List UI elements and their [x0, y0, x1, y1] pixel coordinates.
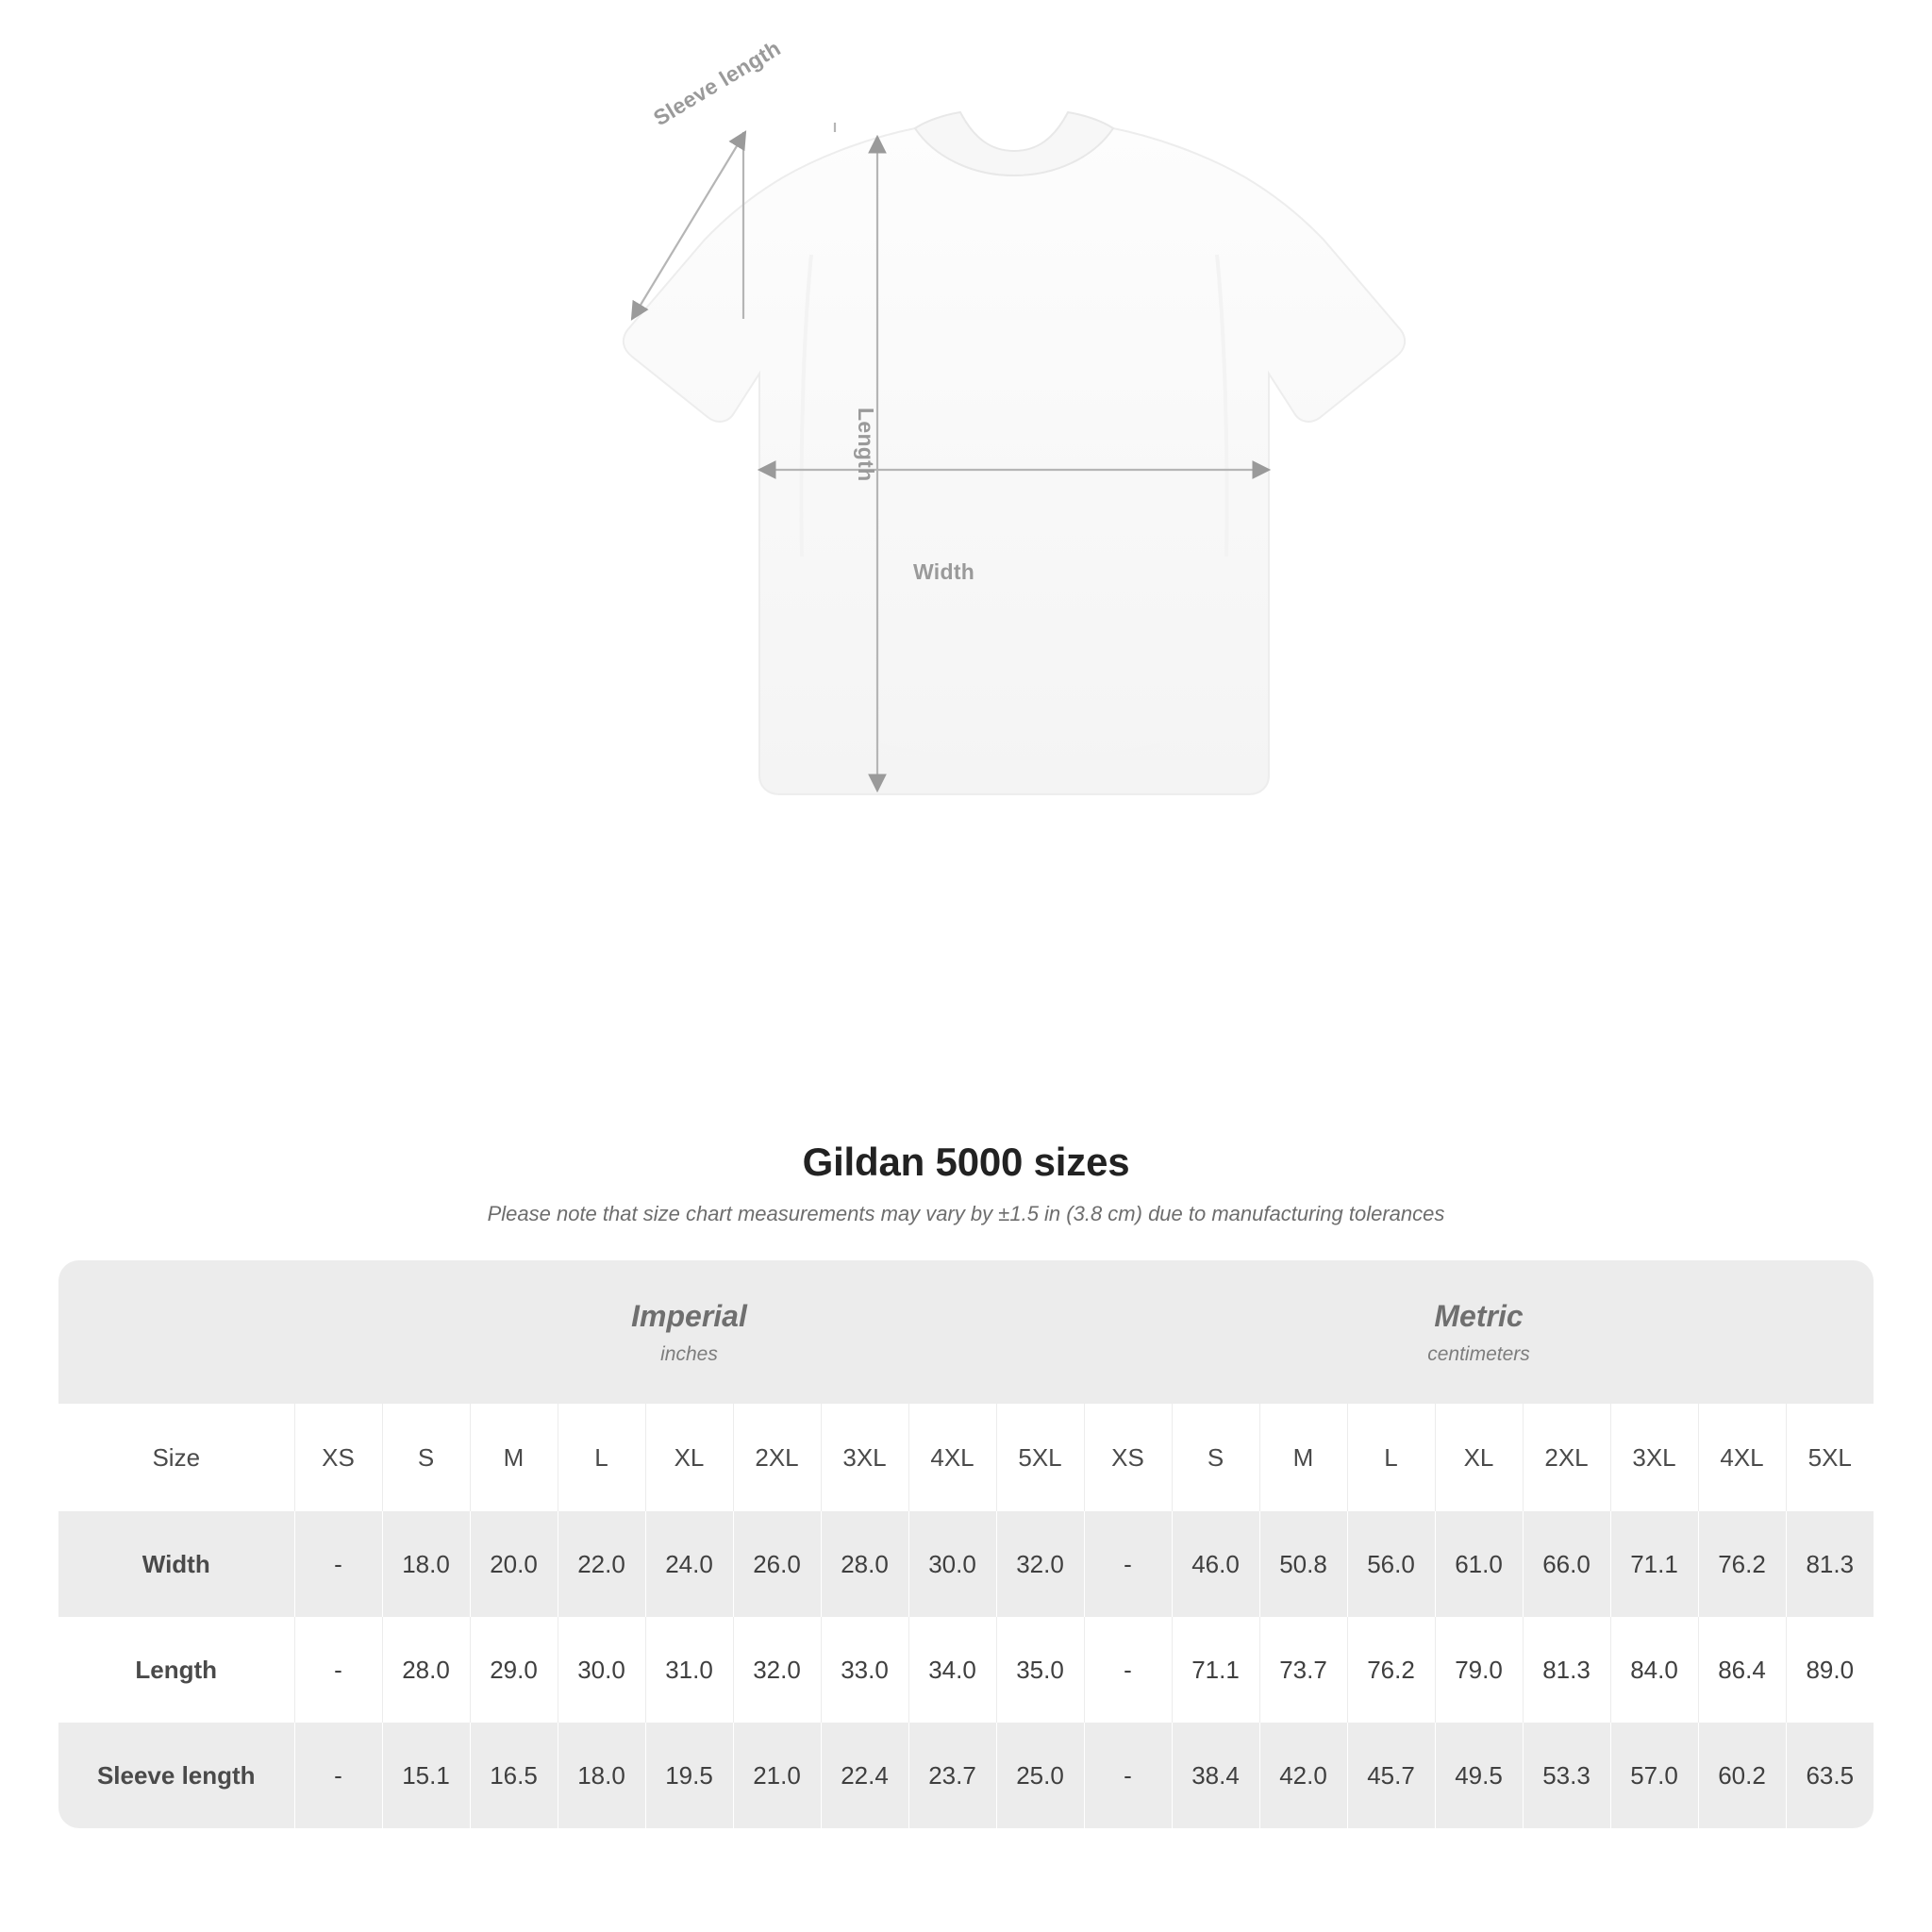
size-header-row [58, 1404, 1874, 1511]
cell-width-6: 28.0 [821, 1511, 908, 1617]
cell-sleeve-2: 16.5 [470, 1723, 558, 1828]
unit-imperial-sub: inches [660, 1342, 718, 1365]
title-block [0, 1140, 1932, 1226]
cell-length-11: 73.7 [1259, 1617, 1347, 1723]
header-size-xs-imperial: XS [294, 1404, 382, 1511]
unit-metric-name: Metric [1434, 1298, 1524, 1333]
header-size-5xl-metric: 5XL [1786, 1404, 1874, 1511]
cell-width-12: 56.0 [1347, 1511, 1435, 1617]
cell-length-12: 76.2 [1347, 1617, 1435, 1723]
cell-length-3: 30.0 [558, 1617, 645, 1723]
cell-sleeve-3: 18.0 [558, 1723, 645, 1828]
cell-sleeve-4: 19.5 [645, 1723, 733, 1828]
cell-sleeve-5: 21.0 [733, 1723, 821, 1828]
size-table-wrap [58, 1260, 1874, 1828]
cell-width-3: 22.0 [558, 1511, 645, 1617]
cell-width-16: 76.2 [1698, 1511, 1786, 1617]
header-size-l-metric: L [1347, 1404, 1435, 1511]
cell-sleeve-13: 49.5 [1435, 1723, 1523, 1828]
table-row-length [58, 1617, 1874, 1723]
header-size-l-imperial: L [558, 1404, 645, 1511]
cell-length-10: 71.1 [1172, 1617, 1259, 1723]
cell-length-0: - [294, 1617, 382, 1723]
header-size-s-imperial: S [382, 1404, 470, 1511]
cell-sleeve-9: - [1084, 1723, 1172, 1828]
sleeve-length-label: Sleeve length [649, 35, 785, 131]
cell-width-15: 71.1 [1610, 1511, 1698, 1617]
cell-length-9: - [1084, 1617, 1172, 1723]
header-size-xl-metric: XL [1435, 1404, 1523, 1511]
header-size-4xl-metric: 4XL [1698, 1404, 1786, 1511]
cell-sleeve-10: 38.4 [1172, 1723, 1259, 1828]
unit-metric-sub: centimeters [1427, 1342, 1530, 1365]
cell-width-10: 46.0 [1172, 1511, 1259, 1617]
cell-length-4: 31.0 [645, 1617, 733, 1723]
page-title: Gildan 5000 sizes [802, 1140, 1130, 1184]
unit-imperial [294, 1260, 1084, 1404]
row-label-length: Length [135, 1655, 218, 1684]
cell-length-6: 33.0 [821, 1617, 908, 1723]
cell-sleeve-8: 25.0 [996, 1723, 1084, 1828]
cell-length-14: 81.3 [1523, 1617, 1610, 1723]
cell-sleeve-7: 23.7 [908, 1723, 996, 1828]
width-label: Width [913, 559, 975, 584]
tshirt-shape [624, 112, 1405, 794]
tolerance-note: Please note that size chart measurements may vary by ±1.5 in (3.8 cm) due to manufacturing tolerances [487, 1202, 1445, 1225]
cell-width-0: - [294, 1511, 382, 1617]
header-size-3xl-imperial: 3XL [821, 1404, 908, 1511]
header-size-xl-imperial: XL [645, 1404, 733, 1511]
length-label: Length [854, 408, 878, 482]
cell-sleeve-0: - [294, 1723, 382, 1828]
cell-sleeve-16: 60.2 [1698, 1723, 1786, 1828]
header-size-m-metric: M [1259, 1404, 1347, 1511]
header-size-4xl-imperial: 4XL [908, 1404, 996, 1511]
cell-width-2: 20.0 [470, 1511, 558, 1617]
header-size-xs-metric: XS [1084, 1404, 1172, 1511]
cell-sleeve-17: 63.5 [1786, 1723, 1874, 1828]
header-size-s-metric: S [1172, 1404, 1259, 1511]
cell-sleeve-11: 42.0 [1259, 1723, 1347, 1828]
cell-width-7: 30.0 [908, 1511, 996, 1617]
cell-sleeve-12: 45.7 [1347, 1723, 1435, 1828]
cell-length-13: 79.0 [1435, 1617, 1523, 1723]
unit-header-row [58, 1260, 1874, 1404]
unit-metric [1084, 1260, 1874, 1404]
cell-length-16: 86.4 [1698, 1617, 1786, 1723]
cell-sleeve-14: 53.3 [1523, 1723, 1610, 1828]
cell-length-8: 35.0 [996, 1617, 1084, 1723]
header-size-2xl-imperial: 2XL [733, 1404, 821, 1511]
cell-length-15: 84.0 [1610, 1617, 1698, 1723]
cell-length-2: 29.0 [470, 1617, 558, 1723]
cell-sleeve-1: 15.1 [382, 1723, 470, 1828]
header-size-3xl-metric: 3XL [1610, 1404, 1698, 1511]
table-row-width [58, 1511, 1874, 1617]
cell-width-4: 24.0 [645, 1511, 733, 1617]
cell-length-1: 28.0 [382, 1617, 470, 1723]
row-label-width: Width [58, 1511, 294, 1617]
cell-width-9: - [1084, 1511, 1172, 1617]
header-size-m-imperial: M [470, 1404, 558, 1511]
header-size-5xl-imperial: 5XL [996, 1404, 1084, 1511]
header-size-2xl-metric: 2XL [1523, 1404, 1610, 1511]
cell-sleeve-6: 22.4 [821, 1723, 908, 1828]
size-table [58, 1260, 1874, 1828]
row-label-sleeve-length: Sleeve length [58, 1723, 294, 1828]
cell-width-1: 18.0 [382, 1511, 470, 1617]
cell-length-5: 32.0 [733, 1617, 821, 1723]
unit-spacer [58, 1260, 294, 1404]
cell-width-17: 81.3 [1786, 1511, 1874, 1617]
cell-width-13: 61.0 [1435, 1511, 1523, 1617]
table-row-sleeve-length [58, 1723, 1874, 1828]
cell-width-8: 32.0 [996, 1511, 1084, 1617]
cell-length-7: 34.0 [908, 1617, 996, 1723]
cell-sleeve-15: 57.0 [1610, 1723, 1698, 1828]
cell-width-11: 50.8 [1259, 1511, 1347, 1617]
cell-length-17: 89.0 [1786, 1617, 1874, 1723]
cell-width-14: 66.0 [1523, 1511, 1610, 1617]
header-size-label: Size [58, 1404, 294, 1511]
cell-width-5: 26.0 [733, 1511, 821, 1617]
unit-imperial-name: Imperial [631, 1298, 747, 1333]
